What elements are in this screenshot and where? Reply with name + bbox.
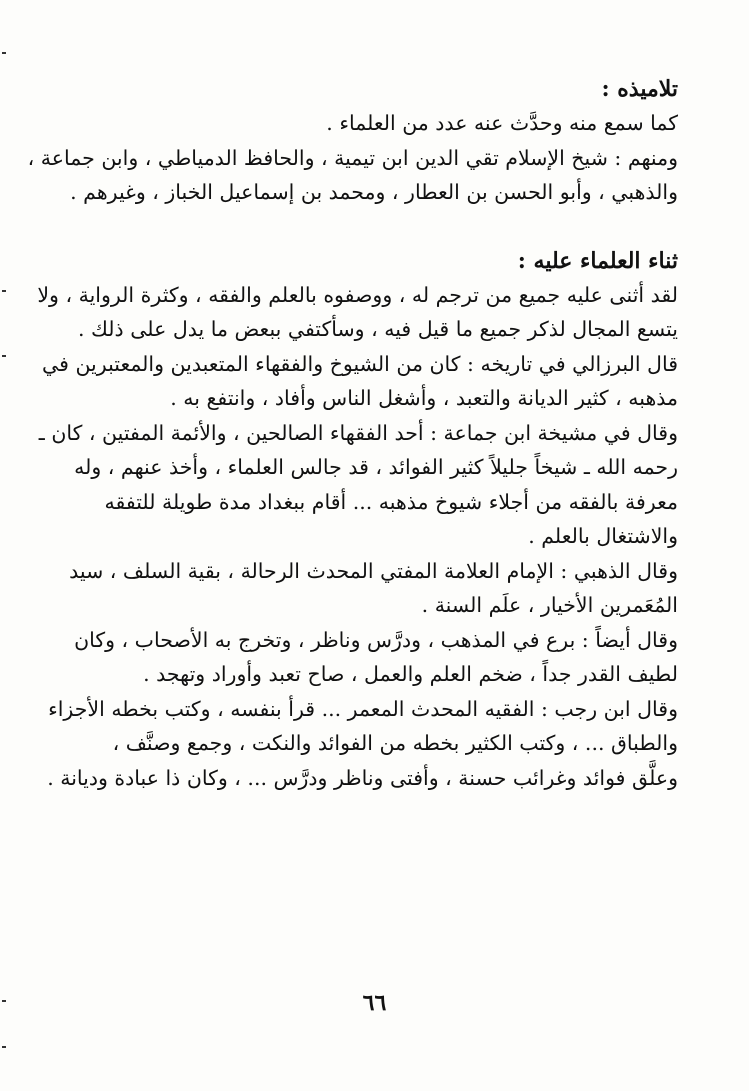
section-gap (58, 210, 678, 244)
text-line: وقال في مشيخة ابن جماعة : أحد الفقهاء الصالحين ، والأئمة المفتين ، كان ـ (38, 420, 678, 445)
text-line: يتسع المجال لذكر جميع ما قيل فيه ، وسأكتفي ببعض ما يدل على ذلك . (78, 317, 678, 341)
text-line: مذهبه ، كثير الديانة والتعبد ، وأشغل الناس وأفاد ، وانتفع به . (170, 386, 678, 410)
text-line: المُعَمرين الأخيار ، علَم السنة . (421, 593, 678, 617)
section-heading-students: تلاميذه : (601, 76, 678, 102)
text-line: وقال أيضاً : برع في المذهب ، ودرَّس وناظر ، وتخرج به الأصحاب ، وكان (74, 627, 678, 652)
text-line: رحمه الله ـ شيخاً جليلاً كثير الفوائد ، قد جالس العلماء ، وأخذ عنهم ، وله (74, 455, 678, 479)
scan-mark (2, 52, 6, 54)
text-line: والطباق ... ، وكتب الكثير بخطه من الفوائد والنكت ، وجمع وصنَّف ، (112, 731, 678, 755)
text-line: وعلَّق فوائد وغرائب حسنة ، وأفتى وناظر ودرَّس ... ، وكان ذا عبادة وديانة . (47, 765, 678, 790)
text-line: كما سمع منه وحدَّث عنه عدد من العلماء . (326, 111, 678, 135)
text-line: والذهبي ، وأبو الحسن بن العطار ، ومحمد بن إسماعيل الخباز ، وغيرهم . (70, 180, 678, 204)
text-line: ومنهم : شيخ الإسلام تقي الدين ابن تيمية ، والحافظ الدمياطي ، وابن جماعة ، (27, 145, 678, 170)
text-line: وقال ابن رجب : الفقيه المحدث المعمر ... قرأ بنفسه ، وكتب بخطه الأجزاء (48, 696, 678, 721)
text-line: وقال الذهبي : الإمام العلامة المفتي المحدث الرحالة ، بقية السلف ، سيد (69, 558, 678, 583)
scan-mark (2, 1046, 6, 1048)
text-line: قال البرزالي في تاريخه : كان من الشيوخ والفقهاء المتعبدين والمعتبرين في (42, 351, 678, 376)
document-page (27, 72, 678, 795)
section-heading-praise: ثناء العلماء عليه : (517, 247, 678, 274)
scan-mark (2, 1000, 6, 1002)
scan-mark (2, 290, 6, 292)
text-line: والاشتغال بالعلم . (528, 524, 678, 548)
text-line: لطيف القدر جداً ، ضخم العلم والعمل ، صاح تعبد وأوراد وتهجد . (143, 662, 678, 686)
text-line: لقد أثنى عليه جميع من ترجم له ، ووصفوه بالعلم والفقه ، وكثرة الرواية ، ولا (37, 282, 678, 307)
text-line: معرفة بالفقه من أجلاء شيوخ مذهبه ... أقام ببغداد مدة طويلة للتفقه (104, 489, 678, 514)
page-number: ٦٦ (362, 990, 387, 1016)
scan-mark (2, 355, 6, 357)
